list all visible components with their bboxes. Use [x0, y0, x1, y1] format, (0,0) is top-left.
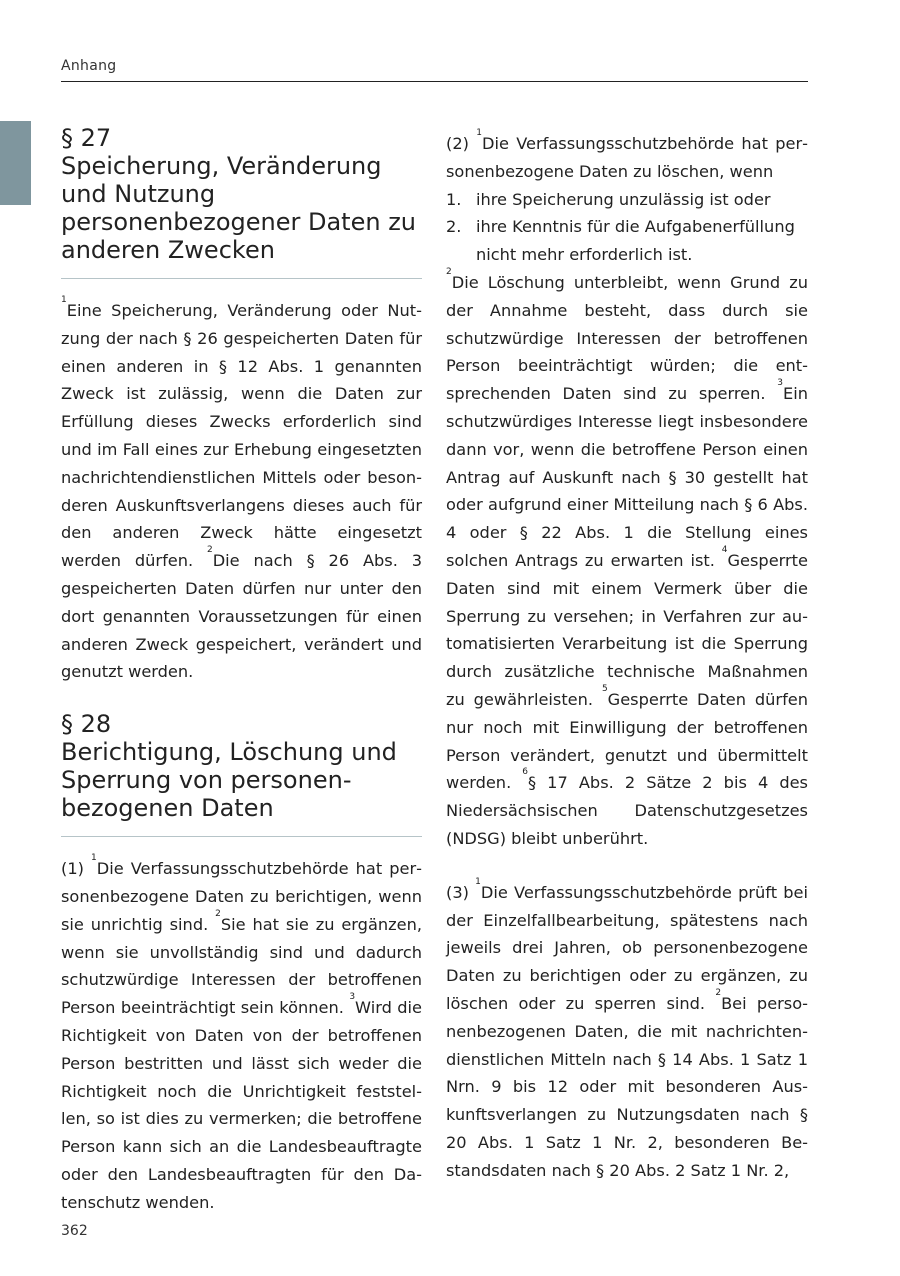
sentence: Eine Speicherung, Veränderung oder Nutzung der nach § 26 gespeicherten Daten für einen anderen in § 12 Abs. 1 genannten Zweck ist zulässig, wenn die Daten zur Erfüllung dieses Zwecks erforderlich sind und im Fall eines zur Erhebung eingesetzten nachrichtendienstlichen Mittels oder besonderen Auskunftsverlangens dieses auch für den anderen Zweck hätte eingesetzt werden dürfen. [61, 301, 422, 571]
sentence: Gesperrte Daten dürfen nur noch mit Einwilligung der betroffenen Person verändert, genutzt und übermittelt werden. [446, 689, 808, 793]
list-item-number: 2. [446, 217, 462, 237]
sentence-marker: 4 [721, 544, 728, 555]
section-28-abs-2-list [446, 186, 808, 269]
section-28-number: § 28 [61, 710, 112, 739]
sentence: Wird die Richtigkeit von Daten von der betroffenen Person bestritten und lässt sich weder die Richtigkeit noch die Unrichtigkeit feststellen, so ist dies zu vermerken; die betroffene Person kann sich an die Landesbeauftragte oder den Landesbeauftragten für den Datenschutz wenden. [61, 998, 422, 1212]
sentence-marker: 3 [349, 992, 356, 1003]
sentence: Die Verfassungsschutzbehörde hat personenbezogene Daten zu berichtigen, wenn sie unrichtig sind. [61, 859, 422, 934]
sentence: Bei personenbezogenen Daten, die mit nachrichtendienstlichen Mitteln nach § 14 Abs. 1 Satz 1 Nrn. 9 bis 12 oder mit besonderen Auskunftsverlangen zu Nutzungsdaten nach § 20 Abs. 1 Satz 1 Nr. 2, besonderen Bestandsdaten nach § 20 Abs. 2 Satz 1 Nr. 2, [446, 993, 808, 1180]
list-item-number: 1. [446, 189, 462, 209]
paragraph-number: (2) [446, 134, 477, 153]
sentence-marker: 1 [91, 853, 97, 864]
sentence: Die Verfassungsschutzbehörde prüft bei der Einzelfallbearbeitung, spätestens nach jeweils drei Jahren, ob personenbezogene Daten zu berichtigen oder zu ergänzen, zu löschen oder zu sperren sind. [446, 882, 808, 1013]
sentence: Die Löschung unterbleibt, wenn Grund zu der Annahme besteht, dass durch sie schutzwürdige Interessen der betroffenen Person beeinträchtigt würden; die entsprechenden Daten sind zu sperren. [446, 272, 808, 404]
sentence: Die nach § 26 Abs. 3 gespeicherten Daten dürfen nur unter den dort genannten Voraussetzungen für einen anderen Zweck gespeichert, verändert und genutzt werden. [61, 551, 423, 682]
sentence-marker: 1 [475, 876, 481, 887]
sentence: Sie hat sie zu ergänzen, wenn sie unvollständig sind und dadurch schutzwürdige Interessen der betroffenen Person beeinträchtigt sein können. [61, 914, 422, 1018]
sentence-marker: 2 [446, 266, 452, 277]
list-item-text: ihre Speicherung unzulässig ist oder [476, 189, 771, 209]
sentence: Ein schutzwürdiges Interesse liegt insbesondere dann vor, wenn die betroffene Person einen Antrag auf Auskunft nach § 30 gestellt hat oder aufgrund einer Mitteilung nach § 6 Abs. 4 oder § 22 Abs. 1 die Stellung eines solchen Antrags zu erwarten ist. [446, 384, 808, 570]
sentence-marker: 2 [215, 908, 221, 919]
chapter-tab-marker [0, 121, 31, 205]
sentence: Die Verfassungsschutzbehörde hat personenbezogene Daten zu löschen, wenn [446, 134, 808, 181]
page-number: 362 [61, 1223, 88, 1239]
list-item [446, 213, 808, 269]
section-27-title: Speicherung, Veränderung und Nutzung personenbezogener Daten zu anderen Zwecken [61, 152, 417, 264]
section-28-title: Berichtigung, Löschung und Sperrung von personenbezogenen Daten [61, 738, 397, 823]
right-column [446, 130, 808, 1184]
paragraph-number: (3) [446, 882, 476, 902]
header-rule [61, 81, 808, 82]
list-item [446, 186, 808, 214]
sentence: § 17 Abs. 2 Sätze 2 bis 4 des Niedersächsischen Datenschutzgesetzes (NDSG) bleibt unberührt. [446, 773, 808, 848]
sentence-marker: 6 [522, 767, 529, 778]
section-28-abs-2-intro [446, 130, 808, 186]
section-27-paragraph [61, 297, 422, 686]
section-28-abs-1 [61, 855, 422, 1216]
sentence-marker: 2 [206, 545, 213, 556]
sentence-marker: 1 [476, 128, 482, 138]
section-27-number: § 27 [61, 124, 112, 152]
section-28-rule [61, 836, 422, 837]
running-head: Anhang [61, 58, 117, 74]
section-28-abs-3 [446, 876, 808, 1185]
section-27-rule [61, 278, 422, 279]
sentence-marker: 5 [601, 683, 608, 694]
sentence: Gesperrte Daten sind mit einem Vermerk über die Sperrung zu versehen; in Verfahren zur automatisierten Verarbeitung ist die Sperrung durch zusätzliche technische Maßnahmen zu gewährleisten. [446, 550, 808, 709]
sentence-marker: 3 [777, 378, 783, 389]
sentence-marker: 2 [715, 987, 722, 998]
paragraph-number: (1) [61, 859, 92, 879]
list-item-text: ihre Kenntnis für die Aufgabenerfüllung nicht mehr erforderlich ist. [476, 217, 795, 265]
sentence-marker: 1 [61, 295, 67, 305]
section-28-abs-2-body [446, 266, 808, 853]
left-column [61, 124, 422, 1217]
